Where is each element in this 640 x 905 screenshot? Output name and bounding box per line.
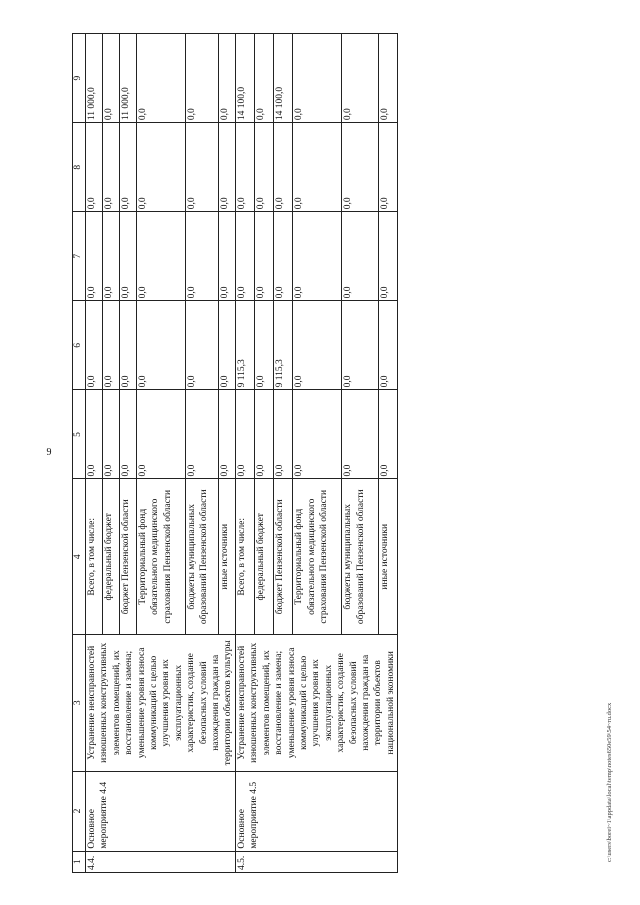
header-row — [73, 34, 86, 873]
funding-table — [72, 33, 398, 873]
value-cell: 9 115,3 — [274, 301, 293, 390]
funding-source: бюджет Пензенской области — [120, 479, 137, 635]
funding-source: бюджет Пензенской области — [274, 479, 293, 635]
funding-source: иные источники — [379, 479, 398, 635]
value-cell: 0,0 — [293, 212, 342, 301]
value-cell: 0,0 — [254, 212, 273, 301]
header-cell: 7 — [73, 212, 86, 301]
value-cell: 0,0 — [254, 390, 273, 479]
value-cell: 0,0 — [342, 390, 379, 479]
value-cell: 0,0 — [137, 123, 186, 212]
page-number: 9 — [46, 447, 52, 458]
value-cell: 0,0 — [254, 301, 273, 390]
value-cell: 0,0 — [86, 301, 103, 390]
header-cell: 9 — [73, 34, 86, 123]
funding-source: Территориальный фонд обязательного медицинского страхования Пензенской области — [293, 479, 342, 635]
value-cell: 0,0 — [342, 301, 379, 390]
value-cell: 0,0 — [379, 123, 398, 212]
value-cell: 0,0 — [120, 301, 137, 390]
value-cell: 0,0 — [342, 123, 379, 212]
value-cell: 0,0 — [379, 34, 398, 123]
value-cell: 0,0 — [186, 34, 219, 123]
funding-source: Всего, в том числе: — [86, 479, 103, 635]
footer-file-path: c:\users\borei~1\appdata\local\temp\notes650e59\54~ru.docx — [606, 702, 613, 862]
value-cell: 11 000,0 — [86, 34, 103, 123]
value-cell: 0,0 — [86, 212, 103, 301]
value-cell: 0,0 — [274, 390, 293, 479]
value-cell: 0,0 — [218, 212, 235, 301]
value-cell: 0,0 — [293, 301, 342, 390]
funding-source: Территориальный фонд обязательного медицинского страхования Пензенской области — [137, 479, 186, 635]
value-cell: 0,0 — [274, 212, 293, 301]
table-row — [235, 34, 254, 873]
rotated-table-container — [72, 33, 580, 873]
value-cell: 0,0 — [137, 212, 186, 301]
value-cell: 0,0 — [379, 390, 398, 479]
value-cell: 0,0 — [379, 301, 398, 390]
value-cell: 0,0 — [103, 212, 120, 301]
value-cell: 0,0 — [86, 123, 103, 212]
value-cell: 0,0 — [342, 34, 379, 123]
value-cell: 0,0 — [120, 123, 137, 212]
value-cell: 0,0 — [235, 212, 254, 301]
header-cell: 4 — [73, 479, 86, 635]
measure-description: Устранение неисправностей изношенных конструктивных элементов помещений, их восстановление и замена; уменьшение уровня износа коммуникаций с целью улучшения уровня их эксплуатационных характеристик, создание безопасных условий нахождения граждан на территории объектов культуры — [86, 635, 236, 771]
header-cell: 5 — [73, 390, 86, 479]
value-cell: 0,0 — [186, 212, 219, 301]
value-cell: 0,0 — [342, 212, 379, 301]
value-cell: 0,0 — [235, 390, 254, 479]
value-cell: 0,0 — [379, 212, 398, 301]
funding-source: Всего, в том числе: — [235, 479, 254, 635]
header-cell: 2 — [73, 771, 86, 851]
header-cell: 1 — [73, 851, 86, 872]
value-cell: 0,0 — [137, 301, 186, 390]
value-cell: 0,0 — [293, 34, 342, 123]
measure-name: Основное мероприятие 4.4 — [86, 771, 236, 851]
value-cell: 11 000,0 — [120, 34, 137, 123]
value-cell: 0,0 — [120, 390, 137, 479]
value-cell: 0,0 — [293, 390, 342, 479]
funding-source: федеральный бюджет — [103, 479, 120, 635]
value-cell: 0,0 — [186, 390, 219, 479]
value-cell: 0,0 — [218, 123, 235, 212]
measure-name: Основное мероприятие 4.5 — [235, 771, 397, 851]
value-cell: 14 100,0 — [274, 34, 293, 123]
funding-source: бюджеты муниципальных образований Пензенской области — [342, 479, 379, 635]
value-cell: 0,0 — [86, 390, 103, 479]
measure-description: Устранение неисправностей изношенных конструктивных элементов помещений, их восстановление и замена; уменьшение уровня износа коммуникаций с целью улучшения уровня их эксплуатационных характеристик, создание безопасных условий нахождения граждан на территории объектов национальной экономики — [235, 635, 397, 771]
value-cell: 0,0 — [218, 301, 235, 390]
value-cell: 0,0 — [235, 123, 254, 212]
value-cell: 0,0 — [137, 390, 186, 479]
measure-number: 4.5. — [235, 851, 397, 872]
value-cell: 0,0 — [103, 390, 120, 479]
value-cell: 9 115,3 — [235, 301, 254, 390]
value-cell: 0,0 — [103, 123, 120, 212]
value-cell: 14 100,0 — [235, 34, 254, 123]
header-cell: 6 — [73, 301, 86, 390]
value-cell: 0,0 — [186, 123, 219, 212]
funding-source: федеральный бюджет — [254, 479, 273, 635]
value-cell: 0,0 — [103, 301, 120, 390]
measure-number: 4.4. — [86, 851, 236, 872]
funding-source: бюджеты муниципальных образований Пензенской области — [186, 479, 219, 635]
value-cell: 0,0 — [218, 390, 235, 479]
value-cell: 0,0 — [103, 34, 120, 123]
header-cell: 8 — [73, 123, 86, 212]
value-cell: 0,0 — [218, 34, 235, 123]
funding-source: иные источники — [218, 479, 235, 635]
value-cell: 0,0 — [120, 212, 137, 301]
value-cell: 0,0 — [186, 301, 219, 390]
value-cell: 0,0 — [293, 123, 342, 212]
value-cell: 0,0 — [274, 123, 293, 212]
value-cell: 0,0 — [137, 34, 186, 123]
header-cell: 3 — [73, 635, 86, 771]
value-cell: 0,0 — [254, 34, 273, 123]
value-cell: 0,0 — [254, 123, 273, 212]
table-row — [86, 34, 103, 873]
